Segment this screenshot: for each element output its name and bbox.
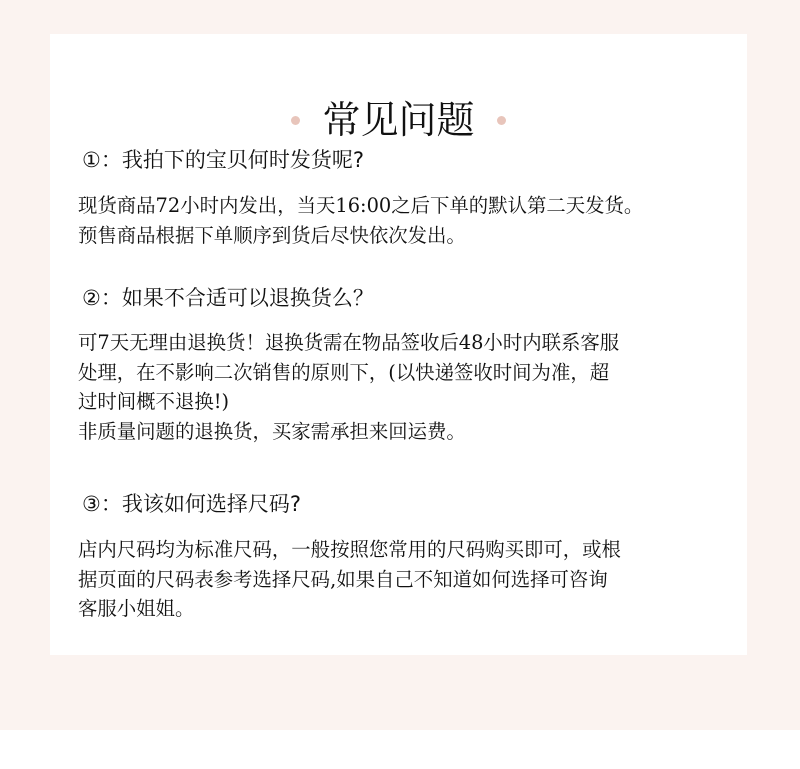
faq-answer-1 — [78, 191, 643, 250]
faq-question-1: ①：我拍下的宝贝何时发货呢? — [82, 148, 364, 172]
faq-answer-3-line-1: 店内尺码均为标准尺码，一般按照您常用的尺码购买即可，或根 — [78, 538, 621, 561]
right-dot-icon — [497, 116, 506, 125]
faq-answer-2-line-1: 可7天无理由退换货！退换货需在物品签收后48小时内联系客服 — [78, 331, 620, 354]
faq-answer-1-line-2: 预售商品根据下单顺序到货后尽快依次发出。 — [78, 223, 466, 247]
faq-answer-2-line-2: 处理，在不影响二次销售的原则下，(以快递签收时间为准，超 — [78, 360, 610, 384]
faq-answer-3-line-3: 客服小姐姐。 — [78, 597, 195, 620]
left-dot-icon — [291, 116, 300, 125]
faq-header — [50, 92, 747, 148]
faq-answer-2-line-4: 非质量问题的退换货，买家需承担来回运费。 — [78, 419, 466, 443]
faq-answer-2 — [78, 328, 619, 446]
faq-answer-3 — [78, 535, 621, 624]
faq-question-2: ②：如果不合适可以退换货么？ — [82, 286, 374, 310]
faq-answer-2-line-3: 过时间概不退换!) — [78, 390, 230, 413]
faq-answer-1-line-1: 现货商品72小时内发出，当天16:00之后下单的默认第二天发货。 — [78, 194, 644, 217]
faq-answer-3-line-2: 据页面的尺码表参考选择尺码,如果自己不知道如何选择可咨询 — [78, 567, 608, 591]
page-title: 常见问题 — [322, 98, 475, 142]
faq-question-3: ③：我该如何选择尺码? — [82, 492, 301, 516]
